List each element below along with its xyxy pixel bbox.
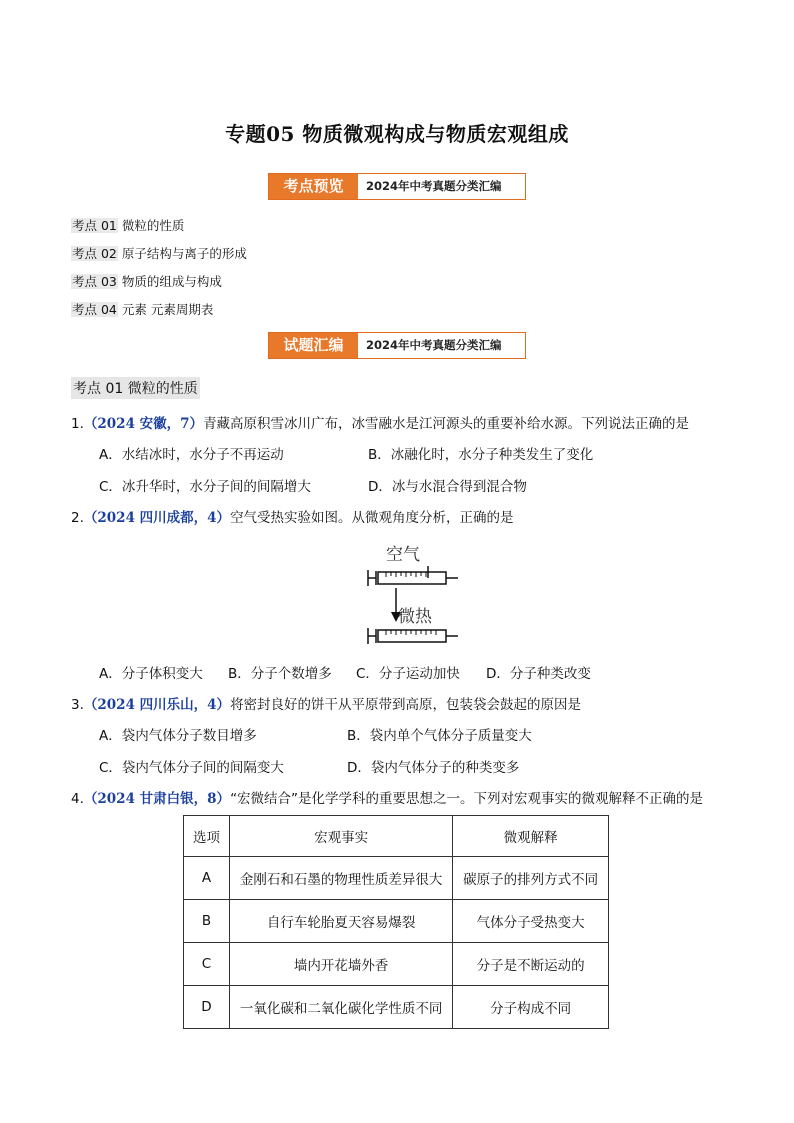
figure-label-heat: 微热: [398, 607, 432, 627]
table-row: [184, 986, 609, 1029]
table-header: 微观解释: [453, 816, 609, 857]
question-number: 2.: [71, 510, 84, 526]
option-b: B．分子个数增多: [228, 666, 332, 682]
option-a: A．水结冰时，水分子不再运动: [99, 447, 284, 463]
kaodian-prefix: 考点 01: [72, 218, 117, 233]
option-d: D．冰与水混合得到混合物: [368, 479, 527, 495]
banner-tag: 试题汇编: [269, 333, 358, 358]
table-cell: 自行车轮胎夏天容易爆裂: [229, 900, 452, 943]
table-cell: B: [184, 900, 230, 943]
syringe-drawing: [366, 540, 462, 648]
kaodian-label: 微粒的性质: [121, 218, 185, 233]
question-stem: 青藏高原积雪冰川广布，冰雪融水是江河源头的重要补给水源。下列说法正确的是: [203, 416, 690, 432]
question-number: 4.: [71, 791, 84, 807]
option-c: C．袋内气体分子间的间隔变大: [99, 760, 284, 776]
kaodian-item: [71, 217, 184, 234]
table-cell: 碳原子的排列方式不同: [453, 857, 609, 900]
question-source: （2024 甘肃白银，8）: [83, 791, 231, 807]
question-1: [71, 414, 689, 434]
table-header: 选项: [184, 816, 230, 857]
option-d: D．分子种类改变: [486, 666, 591, 682]
table-cell: 一氧化碳和二氧化碳化学性质不同: [229, 986, 452, 1029]
table-cell: 金刚石和石墨的物理性质差异很大: [229, 857, 452, 900]
question-stem: 空气受热实验如图。从微观角度分析，正确的是: [230, 510, 514, 526]
table-header-row: [184, 816, 609, 857]
question-stem: “宏微结合”是化学学科的重要思想之一。下列对宏观事实的微观解释不正确的是: [230, 791, 704, 807]
option-d: D．袋内气体分子的种类变多: [347, 760, 520, 776]
figure-label-air: 空气: [386, 545, 420, 565]
question-3: [71, 695, 581, 715]
question-source: （2024 四川成都，4）: [83, 510, 231, 526]
question-stem: 将密封良好的饼干从平原带到高原，包装袋会鼓起的原因是: [230, 697, 582, 713]
kaodian-item: [71, 301, 213, 318]
option-a: A．分子体积变大: [99, 666, 203, 682]
section-heading: 考点 01 微粒的性质: [71, 377, 200, 399]
option-a: A．袋内气体分子数目增多: [99, 728, 257, 744]
question-4: [71, 789, 703, 809]
page-title: 专题05 物质微观构成与物质宏观组成: [225, 122, 569, 146]
kaodian-prefix: 考点 04: [72, 302, 117, 317]
banner-subtitle: 2024年中考真题分类汇编: [366, 179, 502, 193]
table-header: 宏观事实: [229, 816, 452, 857]
table-row: [184, 900, 609, 943]
option-b: B．袋内单个气体分子质量变大: [347, 728, 532, 744]
syringe-top-icon: [368, 566, 458, 586]
banner-tag: 考点预览: [269, 174, 358, 199]
kaodian-prefix: 考点 02: [72, 246, 117, 261]
table-cell: 分子是不断运动的: [453, 943, 609, 986]
table-cell: C: [184, 943, 230, 986]
comparison-table: [183, 815, 609, 1029]
kaodian-item: [71, 245, 247, 262]
kaodian-item: [71, 273, 222, 290]
banner-subtitle: 2024年中考真题分类汇编: [366, 338, 502, 352]
table-cell: 墙内开花墙外香: [229, 943, 452, 986]
option-c: C．冰升华时，水分子间的间隔增大: [99, 479, 311, 495]
table-cell: 气体分子受热变大: [453, 900, 609, 943]
kaodian-label: 原子结构与离子的形成: [121, 246, 247, 261]
table-cell: D: [184, 986, 230, 1029]
question-source: （2024 四川乐山，4）: [83, 697, 231, 713]
table-row: [184, 857, 609, 900]
option-c: C．分子运动加快: [356, 666, 460, 682]
table-cell: A: [184, 857, 230, 900]
kaodian-label: 元素 元素周期表: [121, 302, 214, 317]
syringe-bottom-icon: [368, 628, 458, 644]
table-row: [184, 943, 609, 986]
question-number: 1.: [71, 416, 84, 432]
table-cell: 分子构成不同: [453, 986, 609, 1029]
questions-banner: [268, 332, 526, 359]
option-b: B．冰融化时，水分子种类发生了变化: [368, 447, 594, 463]
question-number: 3.: [71, 697, 84, 713]
syringe-figure: [366, 540, 462, 648]
kaodian-label: 物质的组成与构成: [121, 274, 222, 289]
preview-banner: [268, 173, 526, 200]
question-2: [71, 508, 514, 528]
question-source: （2024 安徽，7）: [83, 416, 204, 432]
kaodian-prefix: 考点 03: [72, 274, 117, 289]
